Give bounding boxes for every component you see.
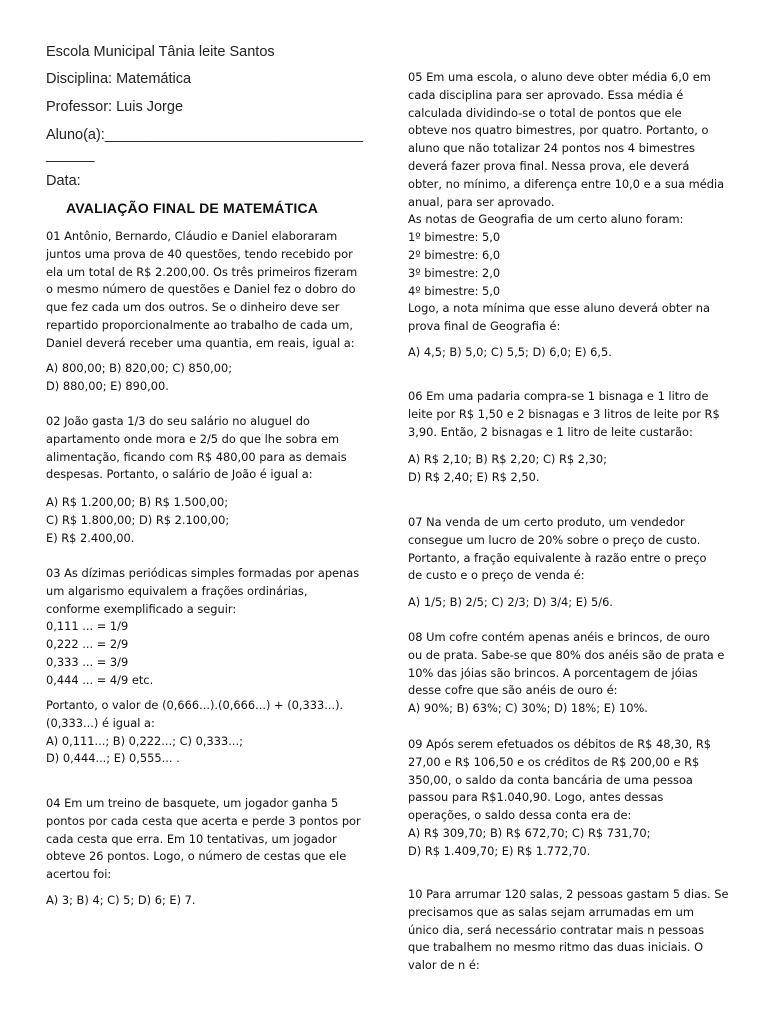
question-line: cada cesta que erra. Em 10 tentativas, um jogador <box>46 831 337 846</box>
question-line: pontos por cada cesta que acerta e perde 3 pontos por <box>46 813 361 828</box>
question-line: repartido proporcionalmente ao trabalho de cada um, <box>46 317 353 332</box>
option-line: E) R$ 2.400,00. <box>46 530 135 545</box>
question-line: aluno que não totalizar 24 pontos nos 4 bimestres <box>408 141 695 156</box>
question-line: 3,90. Então, 2 bisnagas e 1 litro de leite custarão: <box>408 424 693 439</box>
question-line: 06 Em uma padaria compra-se 1 bisnaga e 1 litro de <box>408 389 709 403</box>
question-line: alimentação, ficando com R$ 480,00 para as demais <box>46 449 347 464</box>
question-06-options <box>408 451 730 487</box>
question-08 <box>408 629 730 718</box>
question-line: despesas. Portanto, o salário de João é igual a: <box>46 467 313 482</box>
question-07-options <box>408 594 730 612</box>
question-line: que trabalhem no mesmo ritmo das duas iniciais. O <box>408 940 704 955</box>
question-line: 01 Antônio, Bernardo, Cláudio e Daniel elaboraram <box>46 229 338 243</box>
question-line: Portanto, o valor de (0,666...).(0,666...) + (0,333...). <box>46 698 344 712</box>
question-line: apartamento onde mora e 2/5 do que lhe sobra em <box>46 431 340 446</box>
question-line: juntos uma prova de 40 questões, tendo recebido por <box>46 246 353 261</box>
question-line: 09 Após serem efetuados os débitos de R$ 48,30, R$ <box>408 737 712 751</box>
question-line: 07 Na venda de um certo produto, um vendedor <box>408 515 685 529</box>
question-line: 08 Um cofre contém apenas anéis e brincos, de ouro <box>408 630 710 644</box>
option-line: A) 1/5; B) 2/5; C) 2/3; D) 3/4; E) 5/6. <box>408 595 613 609</box>
school-name: Escola Municipal Tânia leite Santos <box>46 44 275 60</box>
question-10 <box>408 886 730 975</box>
question-line: prova final de Geografia é: <box>408 319 561 334</box>
option-line: D) 880,00; E) 890,00. <box>46 378 169 393</box>
question-line: 27,00 e R$ 106,50 e os créditos de R$ 200,00 e R$ <box>408 754 700 769</box>
question-line: obteve 26 pontos. Logo, o número de cestas que ele <box>46 849 347 864</box>
teacher-line: Professor: Luis Jorge <box>46 99 184 115</box>
question-line: deverá fazer prova final. Nessa prova, ele deverá <box>408 158 690 173</box>
question-line: cada disciplina para ser aprovado. Essa média é <box>408 87 684 102</box>
question-02-options <box>46 494 370 547</box>
question-line: 03 As dízimas periódicas simples formadas por apenas <box>46 566 360 580</box>
question-02 <box>46 413 370 484</box>
question-line: valor de n é: <box>408 958 480 973</box>
question-line: Daniel deverá receber uma quantia, em reais, igual a: <box>46 335 355 350</box>
question-line: que fez cada um dos outros. Se o dinheiro deve ser <box>46 300 340 315</box>
exam-title: AVALIAÇÃO FINAL DE MATEMÁTICA <box>66 200 319 216</box>
date-line: Data: <box>46 173 81 189</box>
question-line: 0,222 ... = 2/9 <box>46 637 129 652</box>
question-01 <box>46 228 370 353</box>
question-line: de custo e o preço de venda é: <box>408 568 585 583</box>
question-line: Logo, a nota mínima que esse aluno deverá obter na <box>408 301 710 316</box>
question-line: obteve nos quatro bimestres, por quatro. Portanto, o <box>408 123 709 138</box>
question-line: 2º bimestre: 6,0 <box>408 247 501 262</box>
option-line: D) R$ 1.409,70; E) R$ 1.772,70. <box>408 843 591 858</box>
question-line: ou de prata. Sabe-se que 80% dos anéis são de prata e <box>408 647 725 662</box>
question-line: conforme exemplificado a seguir: <box>46 601 237 616</box>
question-line: 1º bimestre: 5,0 <box>408 230 501 245</box>
question-line: 0,444 ... = 4/9 etc. <box>46 672 154 687</box>
question-line: 0,111 ... = 1/9 <box>46 619 129 634</box>
question-line: (0,333...) é igual a: <box>46 715 155 730</box>
question-line: passou para R$1.040,90. Logo, antes dessas <box>408 790 664 805</box>
question-05-options <box>408 344 730 362</box>
question-line: 3º bimestre: 2,0 <box>408 265 501 280</box>
question-line: ela um total de R$ 2.200,00. Os três primeiros fizeram <box>46 264 358 279</box>
question-line: 0,333 ... = 3/9 <box>46 654 129 669</box>
question-07 <box>408 514 730 585</box>
question-03 <box>46 565 370 690</box>
question-line: calculada dividindo-se o total de pontos que ele <box>408 105 682 120</box>
option-line: A) 4,5; B) 5,0; C) 5,5; D) 6,0; E) 6,5. <box>408 345 612 359</box>
question-line: 350,00, o saldo da conta bancária de uma pessoa <box>408 772 693 787</box>
question-line: acertou foi: <box>46 867 112 882</box>
question-line: operações, o saldo dessa conta era de: <box>408 808 632 823</box>
question-line: obter, no mínimo, a diferença entre 10,0 e a sua média <box>408 176 725 191</box>
option-line: A) 800,00; B) 820,00; C) 850,00; <box>46 361 233 375</box>
option-line: C) R$ 1.800,00; D) R$ 2.100,00; <box>46 512 230 527</box>
question-line: As notas de Geografia de um certo aluno foram: <box>408 212 684 227</box>
question-line: Portanto, a fração equivalente à razão entre o preço <box>408 550 707 565</box>
student-line-continued: ______ <box>46 147 95 163</box>
question-09 <box>408 736 730 861</box>
option-line: A) R$ 309,70; B) R$ 672,70; C) R$ 731,70; <box>408 825 651 840</box>
option-line: A) R$ 1.200,00; B) R$ 1.500,00; <box>46 495 229 509</box>
option-line: A) 3; B) 4; C) 5; D) 6; E) 7. <box>46 893 196 907</box>
option-line: A) R$ 2,10; B) R$ 2,20; C) R$ 2,30; <box>408 452 607 466</box>
question-01-options <box>46 360 370 396</box>
question-line: único dia, será necessário contratar mais n pessoas <box>408 922 705 937</box>
question-line: desse cofre que são anéis de ouro é: <box>408 683 618 698</box>
option-line: D) 0,444...; E) 0,555... . <box>46 751 180 766</box>
question-03-continued <box>46 697 370 768</box>
question-line: consegue um lucro de 20% sobre o preço de custo. <box>408 532 701 547</box>
question-line: um algarismo equivalem a frações ordinárias, <box>46 583 308 598</box>
question-line: 4º bimestre: 5,0 <box>408 283 501 298</box>
option-line: A) 0,111...; B) 0,222...; C) 0,333...; <box>46 733 243 748</box>
question-05 <box>408 69 730 336</box>
question-line: 02 João gasta 1/3 do seu salário no aluguel do <box>46 414 310 428</box>
question-04-options <box>46 892 370 910</box>
question-06 <box>408 388 730 441</box>
question-line: anual, para ser aprovado. <box>408 194 555 209</box>
student-line: Aluno(a):________________________________ <box>46 127 363 143</box>
question-line: 04 Em um treino de basquete, um jogador ganha 5 <box>46 796 339 810</box>
subject-line: Disciplina: Matemática <box>46 71 192 87</box>
question-04 <box>46 795 370 884</box>
question-line: precisamos que as salas sejam arrumadas em um <box>408 904 694 919</box>
question-line: o mesmo número de questões e Daniel fez o dobro do <box>46 282 356 297</box>
option-line: A) 90%; B) 63%; C) 30%; D) 18%; E) 10%. <box>408 701 648 716</box>
option-line: D) R$ 2,40; E) R$ 2,50. <box>408 469 540 484</box>
question-line: 10 Para arrumar 120 salas, 2 pessoas gastam 5 dias. Se <box>408 887 729 901</box>
question-line: 05 Em uma escola, o aluno deve obter média 6,0 em <box>408 70 711 84</box>
question-line: leite por R$ 1,50 e 2 bisnagas e 3 litros de leite por R$ <box>408 406 720 421</box>
question-line: 10% das jóias são brincos. A porcentagem de jóias <box>408 665 698 680</box>
